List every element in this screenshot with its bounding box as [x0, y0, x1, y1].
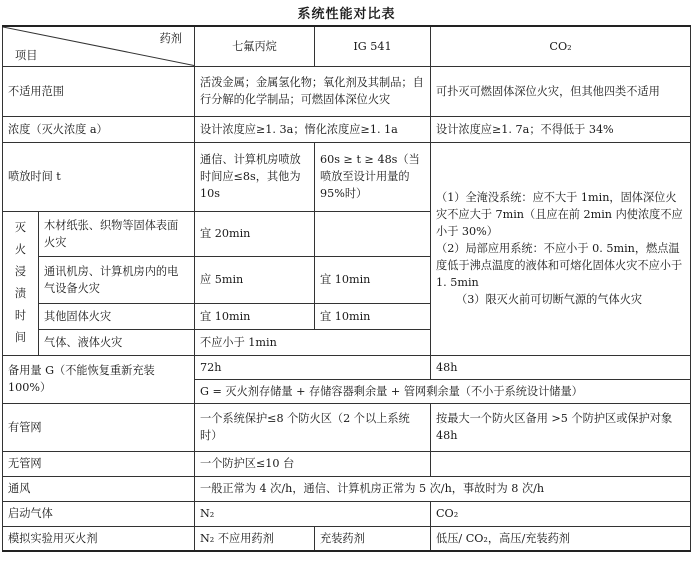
label-reserve: 备用量 G（不能恢复重新充装 100%）	[3, 355, 195, 403]
label-ventilation: 通风	[3, 476, 195, 501]
value-soak-time-co2	[431, 142, 691, 355]
label-unsuitable-range: 不适用范围	[3, 66, 195, 116]
value-spray-time-heptafluoropropane: 通信、计算机房喷放时间应≤8s，其他为 10s	[195, 142, 315, 211]
value-soak-solid-surface-ig541	[315, 211, 431, 256]
co2-soak-note-3: （3）限灭火前可切断气源的气体火灾	[456, 293, 643, 306]
row-spray-time	[3, 142, 691, 211]
value-unsuitable-range-co2: 可扑灭可燃固体深位火灾，但其他四类不适用	[431, 66, 691, 116]
label-soak-solid-surface: 木材纸张、织物等固体表面火灾	[39, 211, 195, 256]
value-soak-electrical-ig541: 宜 10min	[315, 256, 431, 303]
value-reserve-co2: 48h	[431, 355, 691, 379]
header-row	[3, 26, 691, 66]
label-soak-time-group	[3, 211, 39, 355]
item-header-label: 项目	[15, 48, 38, 62]
value-simulation-heptafluoropropane: N₂ 不应用药剂	[195, 526, 315, 551]
label-unpiped: 无管网	[3, 451, 195, 476]
value-soak-other-solid-ig541: 宜 10min	[315, 303, 431, 329]
value-reserve-formula: G = 灭火剂存储量 + 存储容器剩余量 + 管网剩余量（不小于系统设计储量）	[195, 379, 691, 403]
row-simulation-agent	[3, 526, 691, 551]
row-ventilation	[3, 476, 691, 501]
value-ventilation: 一般正常为 4 次/h，通信、计算机房正常为 5 次/h，事故时为 8 次/h	[195, 476, 691, 501]
value-soak-solid-surface-heptafluoropropane: 宜 20min	[195, 211, 315, 256]
header-ig541: IG 541	[315, 26, 431, 66]
value-start-gas-co2: CO₂	[431, 501, 691, 526]
header-heptafluoropropane: 七氟丙烷	[195, 26, 315, 66]
row-unsuitable-range	[3, 66, 691, 116]
value-concentration-co2: 设计浓度应≥1. 7a；不得低于 34%	[431, 116, 691, 142]
row-start-gas	[3, 501, 691, 526]
row-reserve	[3, 355, 691, 379]
value-piped-co2: 按最大一个防火区备用 >5 个防护区或保护对象 48h	[431, 403, 691, 451]
performance-comparison-table	[2, 25, 691, 552]
soak-time-vertical-label: 灭 火 浸 渍 时 间	[14, 221, 27, 344]
row-concentration	[3, 116, 691, 142]
value-unpiped-co2	[431, 451, 691, 476]
value-soak-other-solid-heptafluoropropane: 宜 10min	[195, 303, 315, 329]
value-concentration-col12: 设计浓度应≥1. 3a；惰化浓度应≥1. 1a	[195, 116, 431, 142]
value-simulation-co2: 低压/ CO₂，高压/充装药剂	[431, 526, 691, 551]
label-concentration: 浓度（灭火浓度 a）	[3, 116, 195, 142]
label-start-gas: 启动气体	[3, 501, 195, 526]
label-soak-gas-liquid: 气体、液体火灾	[39, 329, 195, 355]
label-piped: 有管网	[3, 403, 195, 451]
header-co2: CO₂	[431, 26, 691, 66]
value-start-gas-col12: N₂	[195, 501, 431, 526]
value-soak-electrical-heptafluoropropane: 应 5min	[195, 256, 315, 303]
value-simulation-ig541: 充装药剂	[315, 526, 431, 551]
agent-header-label: 药剂	[159, 32, 182, 45]
label-soak-electrical: 通讯机房、计算机房内的电气设备火灾	[39, 256, 195, 303]
value-unpiped-col12: 一个防护区≤10 台	[195, 451, 431, 476]
label-soak-other-solid: 其他固体火灾	[39, 303, 195, 329]
co2-soak-note-2: （2）局部应用系统：不应小于 0. 5min，燃点温度低于沸点温度的液体和可熔化固体火灾不应小于 1. 5min	[436, 242, 683, 289]
value-reserve-col12: 72h	[195, 355, 431, 379]
row-piped	[3, 403, 691, 451]
value-soak-gas-liquid-col12: 不应小于 1min	[195, 329, 431, 355]
value-spray-time-ig541: 60s ≥ t ≥ 48s（当喷放至设计用量的 95%时）	[315, 142, 431, 211]
row-unpiped	[3, 451, 691, 476]
diagonal-header-cell	[3, 26, 195, 66]
label-simulation-agent: 模拟实验用灭火剂	[3, 526, 195, 551]
label-spray-time: 喷放时间 t	[3, 142, 195, 211]
value-unsuitable-range-col12: 活泼金属；金属氢化物；氧化剂及其制品；自行分解的化学制品；可燃固体深位火灾	[195, 66, 431, 116]
co2-soak-note-1: （1）全淹没系统：应不大于 1min，固体深位火灾不应大于 7min（且应在前 2min 内使浓度不应小于 30%）	[436, 191, 683, 238]
table-title: 系统性能对比表	[297, 7, 396, 22]
value-piped-col12: 一个系统保护≤8 个防火区（2 个以上系统时）	[195, 403, 431, 451]
